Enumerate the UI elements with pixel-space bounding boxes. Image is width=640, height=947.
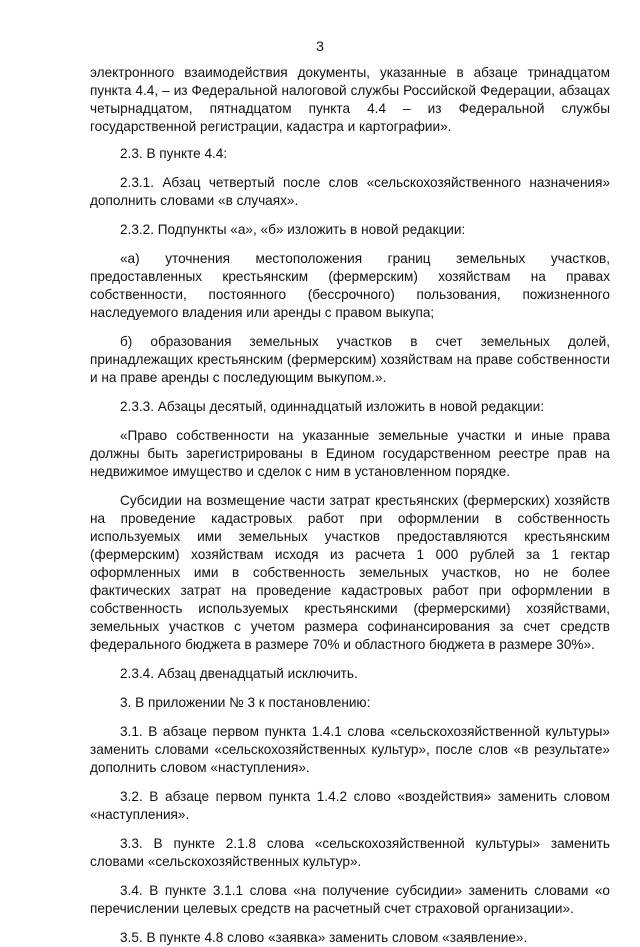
paragraph: б) образования земельных участков в счет земельных долей, принадлежащих крестьянским (фермерским) хозяйствам на праве собственности и на праве аренды с последующим выкупом.». [90, 334, 610, 385]
paragraph: 2.3.3. Абзацы десятый, одиннадцатый изложить в новой редакции: [120, 399, 544, 414]
paragraph: 3.1. В абзаце первом пункта 1.4.1 слова «сельскохозяйственной культуры» заменить словами «сельскохозяйственных культур», после слов «в результате» дополнить словом «наступления». [90, 724, 610, 775]
paragraph: Субсидии на возмещение части затрат крестьянских (фермерских) хозяйств на проведение кадастровых работ при оформлении в собственность используемых ими земельных участков предоставляются крестьянским (фермерским) хозяйствам исходя из расчета 1 000 рублей за 1 гектар оформленных ими в собственность земельных участков, но не более фактических затрат на проведение кадастровых работ при оформлении в собственность используемых крестьянскими (фермерскими) хозяйствами, земельных участков с учетом размера софинансирования за счет средств федерального бюджета в размере 70% и областного бюджета в размере 30%». [90, 493, 610, 652]
paragraph: 2.3.4. Абзац двенадцатый исключить. [120, 666, 358, 681]
paragraph: «а) уточнения местоположения границ земельных участков, предоставленных крестьянским (фермерским) хозяйствам на правах собственности, постоянного (бессрочного) пользования, пожизненного наследуемого владения или аренды с правом выкупа; [90, 251, 610, 320]
paragraph: 3.2. В абзаце первом пункта 1.4.2 слово «воздействия» заменить словом «наступления». [90, 789, 610, 822]
paragraph: «Право собственности на указанные земельные участки и иные права должны быть зарегистрированы в Едином государственном реестре прав на недвижимое имущество и сделок с ним в установленном порядке. [90, 428, 610, 479]
page-number: 3 [316, 38, 324, 54]
paragraph: 2.3.1. Абзац четвертый после слов «сельскохозяйственного назначения» дополнить словами «в случаях». [90, 175, 610, 208]
paragraph: электронного взаимодействия документы, указанные в абзаце тринадцатом пункта 4.4, – из Федеральной налоговой службы Российской Федерации, абзацах четырнадцатом, пятнадцатом пункта 4.4 – из Федеральной службы государственной регистрации, кадастра и картографии». [90, 65, 610, 134]
paragraph: 3. В приложении № 3 к постановлению: [120, 695, 371, 710]
document-body [90, 64, 610, 947]
paragraph: 2.3.2. Подпункты «а», «б» изложить в новой редакции: [120, 222, 466, 237]
paragraph: 3.5. В пункте 4.8 слово «заявка» заменить словом «заявление». [120, 930, 528, 945]
paragraph: 3.3. В пункте 2.1.8 слова «сельскохозяйственной культуры» заменить словами «сельскохозяйственных культур». [90, 836, 610, 869]
paragraph: 2.3. В пункте 4.4: [120, 146, 228, 161]
paragraph: 3.4. В пункте 3.1.1 слова «на получение субсидии» заменить словами «о перечислении целевых средств на расчетный счет страховой организации». [90, 883, 610, 916]
